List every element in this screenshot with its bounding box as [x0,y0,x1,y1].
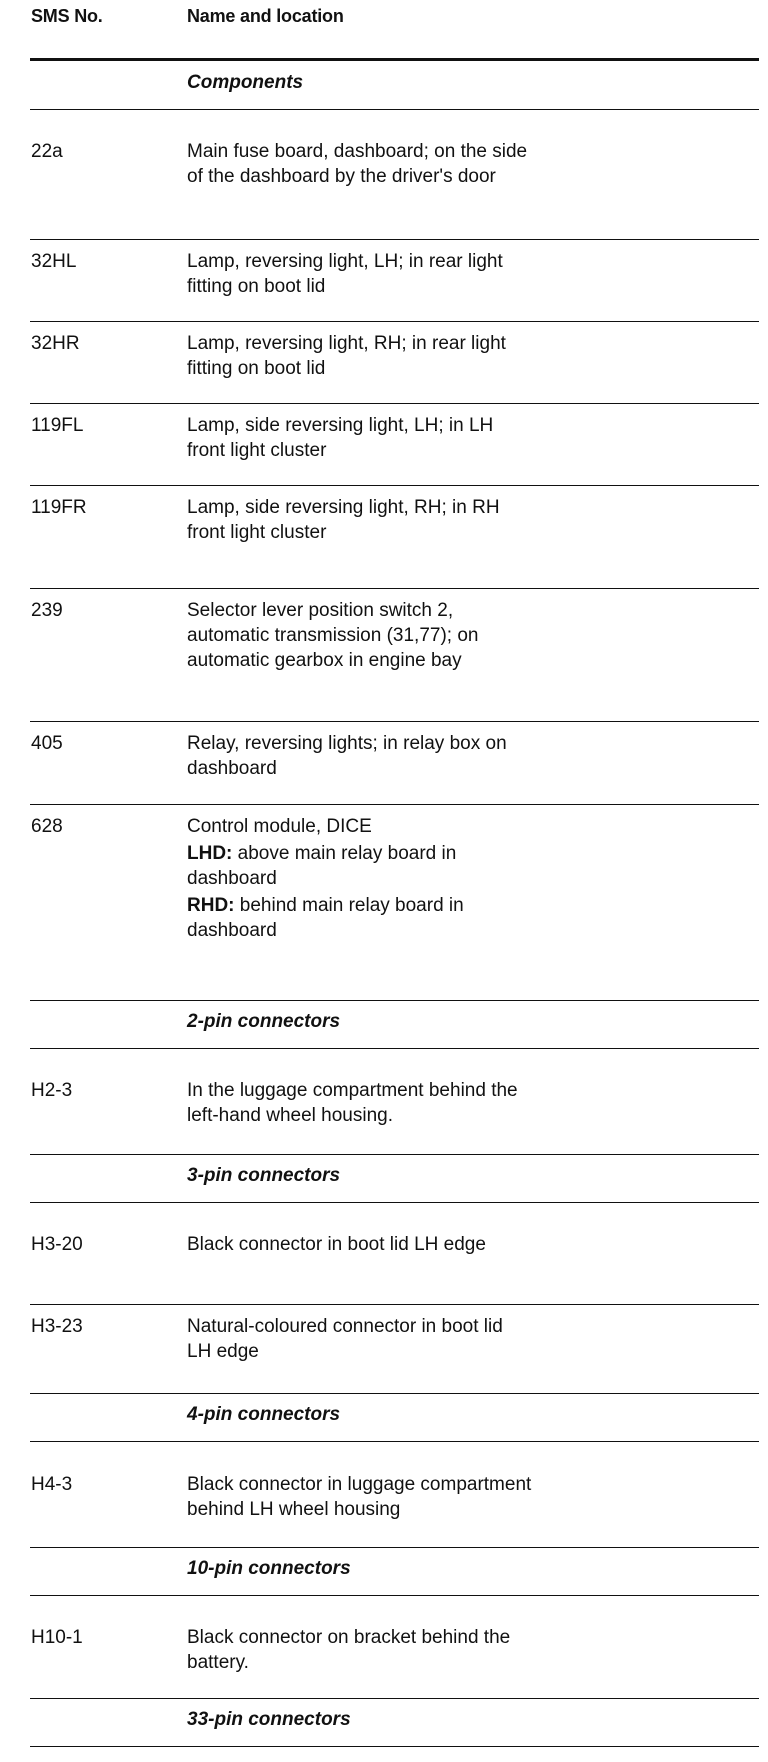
sms-number: 239 [31,600,63,621]
description-line: fitting on boot lid [187,276,326,297]
sms-number: 628 [31,816,63,837]
sms-number: H2-3 [31,1080,73,1101]
description-line: Black connector in luggage compartment [187,1474,532,1495]
row-separator [30,403,759,404]
sms-number: 119FL [31,415,84,436]
row-separator [30,1304,759,1305]
section-title-rule [30,1595,759,1596]
sms-number: H3-20 [31,1234,83,1255]
description-line: front light cluster [187,522,327,543]
sms-number: 22a [31,141,63,162]
sms-number: 32HL [31,251,77,272]
section-title-rule [30,1048,759,1049]
section-title-rule [30,1746,759,1747]
drive-side-text: above main relay board in [232,843,457,864]
name-and-location [187,1314,747,1364]
name-and-location [187,814,747,943]
row-separator [30,1000,759,1001]
name-and-location [187,413,747,463]
description-line: Control module, DICE [187,816,372,837]
description-line: Lamp, reversing light, LH; in rear light [187,251,503,272]
description-line: Lamp, side reversing light, RH; in RH [187,497,500,518]
description-line: Black connector in boot lid LH edge [187,1234,486,1255]
column-header-name-location: Name and location [187,6,344,26]
drive-side-label: LHD: [187,843,233,864]
description-line: battery. [187,1652,249,1673]
description-line: front light cluster [187,440,327,461]
drive-side-note [187,841,747,891]
section-title: 33-pin connectors [187,1709,351,1730]
row-separator [30,1698,759,1699]
drive-side-text: dashboard [187,868,277,889]
description-line: Selector lever position switch 2, [187,600,454,621]
description-line: Black connector on bracket behind the [187,1627,511,1648]
description-line: Relay, reversing lights; in relay box on [187,733,507,754]
name-and-location [187,139,747,189]
drive-side-note [187,893,747,943]
name-and-location [187,1625,747,1675]
section-title-rule [30,1202,759,1203]
description-line: dashboard [187,758,277,779]
drive-side-text: dashboard [187,920,277,941]
name-and-location [187,331,747,381]
description-line: fitting on boot lid [187,358,326,379]
sms-number: 119FR [31,497,87,518]
section-title: 2-pin connectors [187,1011,341,1032]
row-separator [30,588,759,589]
section-title: 10-pin connectors [187,1558,351,1579]
row-separator [30,804,759,805]
sms-number: 32HR [31,333,80,354]
section-title: 4-pin connectors [187,1404,341,1425]
description-line: of the dashboard by the driver's door [187,166,496,187]
description-line: automatic gearbox in engine bay [187,650,462,671]
row-separator [30,721,759,722]
description-line: Lamp, side reversing light, LH; in LH [187,415,494,436]
name-and-location [187,1078,747,1128]
description-line: Natural-coloured connector in boot lid [187,1316,503,1337]
name-and-location [187,1472,747,1522]
description-line: LH edge [187,1341,259,1362]
name-and-location [187,495,747,545]
sms-number: H3-23 [31,1316,83,1337]
name-and-location [187,249,747,299]
description-line: In the luggage compartment behind the [187,1080,518,1101]
row-separator [30,239,759,240]
section-title: 3-pin connectors [187,1165,341,1186]
column-header-sms-no: SMS No. [31,6,103,26]
name-and-location [187,731,747,781]
row-separator [30,321,759,322]
header-rule [30,58,759,61]
drive-side-text: behind main relay board in [234,895,464,916]
description-line: behind LH wheel housing [187,1499,401,1520]
sms-number: H10-1 [31,1627,83,1648]
description-line: left-hand wheel housing. [187,1105,393,1126]
row-separator [30,485,759,486]
name-and-location [187,1232,747,1257]
description-line: Lamp, reversing light, RH; in rear light [187,333,506,354]
section-title-rule [30,1441,759,1442]
section-title-rule [30,109,759,110]
name-and-location [187,598,747,673]
sms-number: H4-3 [31,1474,73,1495]
drive-side-label: RHD: [187,895,235,916]
description-line: Main fuse board, dashboard; on the side [187,141,528,162]
row-separator [30,1547,759,1548]
row-separator [30,1393,759,1394]
row-separator [30,1154,759,1155]
section-title: Components [187,72,304,93]
description-line: automatic transmission (31,77); on [187,625,479,646]
sms-number: 405 [31,733,63,754]
